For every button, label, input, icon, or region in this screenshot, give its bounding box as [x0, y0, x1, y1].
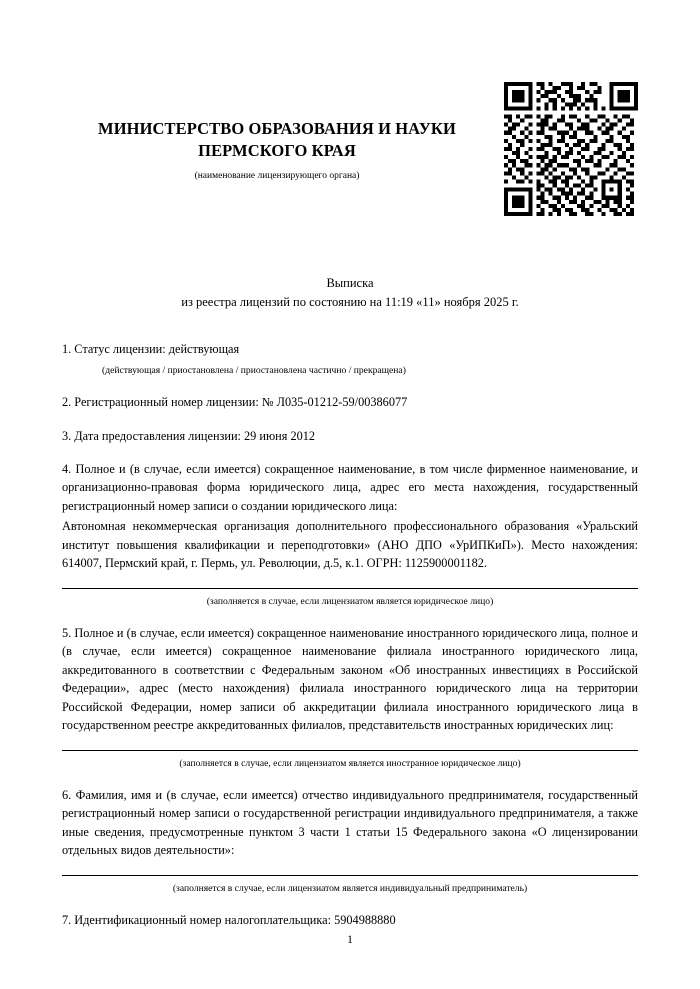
clause-4-text: 4. Полное и (в случае, если имеется) сокращенное наименование, в том числе фирменное наименование, и организационно-правовая форма юридического лица, адрес его места нахождения, государственный регистрационный номер записи о создании юридического лица:: [62, 461, 638, 513]
page-number: 1: [347, 932, 353, 946]
clause-4-note: (заполняется в случае, если лицензиатом является юридическое лицо): [206, 595, 494, 607]
clause-4: [62, 460, 638, 609]
document-title: [62, 274, 638, 313]
clause-5-text: 5. Полное и (в случае, если имеется) сокращенное наименование иностранного юридического лица, полное и (в случае, если имеется) сокращенное наименование филиала иностранного юридического лица, аккредитованного в соответствии с Федеральным законом «Об иностранных инвестициях в Российской Федерации», адрес (место нахождения) филиала иностранного юридического лица на территории Российской Федерации, номер записи об аккредитации филиала иностранного юридического лица в государственном реестре аккредитованных филиалов, представительств иностранных юридических лиц:: [62, 626, 638, 733]
clause-1: [62, 340, 638, 378]
clause-6: [62, 786, 638, 896]
organization-title-line2: ПЕРМСКОГО КРАЯ: [198, 141, 356, 161]
qr-code-icon: [504, 82, 638, 216]
clause-4-body: Автономная некоммерческая организация дополнительного профессионального образования «Уральский институт повышения квалификации и переподготовки» (АНО ДПО «УрИПКиП»). Место нахождения: 614007, Пермский край, г. Пермь, ул. Революции, д.5, к.1. ОГРН: 1125900001182.: [62, 519, 638, 571]
document-header: [62, 0, 492, 181]
clause-6-rule: [62, 874, 638, 876]
clause-1-text: 1. Статус лицензии: действующая: [62, 342, 240, 357]
clause-7-text: 7. Идентификационный номер налогоплательщика: 5904988880: [62, 913, 396, 928]
document-body: [62, 340, 638, 929]
clause-7: [62, 911, 638, 929]
clause-5-rule: [62, 749, 638, 751]
organization-title-line1: МИНИСТЕРСТВО ОБРАЗОВАНИЯ И НАУКИ: [98, 119, 456, 138]
clause-1-note: (действующая / приостановлена / приостановлена частично / прекращена): [102, 364, 406, 376]
document-title-line1: Выписка: [326, 275, 374, 290]
clause-2-text: 2. Регистрационный номер лицензии: № Л035-01212-59/00386077: [62, 395, 408, 410]
clause-4-rule: [62, 587, 638, 589]
clause-3: [62, 427, 638, 445]
clause-3-text: 3. Дата предоставления лицензии: 29 июня 2012: [62, 428, 316, 443]
clause-6-note: (заполняется в случае, если лицензиатом является индивидуальный предприниматель): [172, 882, 528, 894]
document-title-line2: из реестра лицензий по состоянию на 11:19 «11» ноября 2025 г.: [181, 294, 519, 309]
clause-6-text: 6. Фамилия, имя и (в случае, если имеется) отчество индивидуального предпринимателя, государственный регистрационный номер записи о государственной регистрации индивидуального предпринимателя, а также иные сведения, предусмотренные пунктом 3 части 1 статьи 15 Федерального закона «О лицензировании отдельных видов деятельности»:: [62, 788, 638, 858]
clause-2: [62, 393, 638, 411]
organization-subtitle: (наименование лицензирующего органа): [194, 170, 360, 181]
clause-5-note: (заполняется в случае, если лицензиатом является иностранное юридическое лицо): [179, 757, 521, 769]
clause-5: [62, 624, 638, 771]
